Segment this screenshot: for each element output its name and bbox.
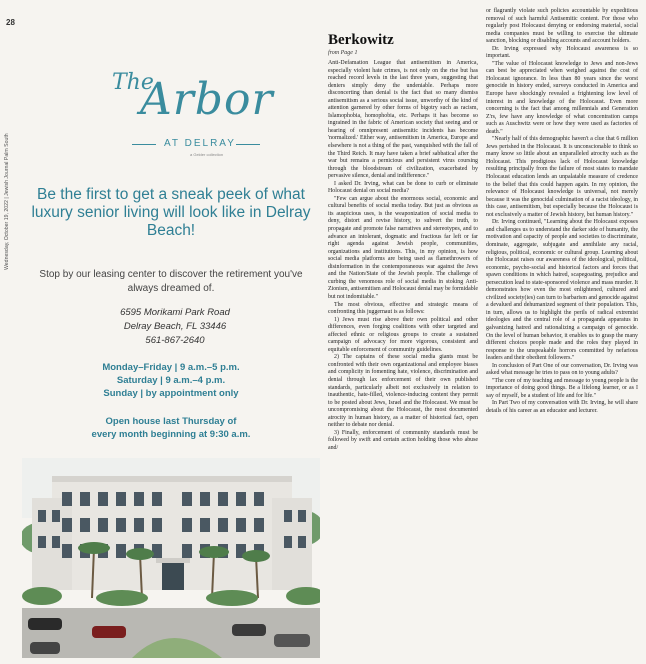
- logo-the: The: [112, 70, 154, 95]
- article: [320, 8, 642, 660]
- paragraph: 1) Jews must rise above their own political and other differences, even forging coalitions with other targeted and affected ethnic or religious groups to create a sustained campaign of advocacy for more vigorous, consistent and equitable enforcement of community guidelines.: [328, 316, 478, 353]
- ad-open-house: [30, 415, 312, 441]
- article-continued-from: from Page 1: [328, 50, 358, 56]
- arbor-logo: [112, 60, 274, 170]
- open-house-line1: Open house last Thursday of: [105, 416, 237, 427]
- logo-at-delray: AT DELRAY: [164, 138, 236, 149]
- paragraph: Dr. Irving continued, "Learning about the Holocaust exposes and challenges us to understand the darker side of humanity, the motivation and capacity of people and societies to discriminate, dominate, aggregate, subjugate and annihilate any racial, religious, political, economic or cultural group. Learning about the Holocaust raises our awareness of the ideological, political, economic, psycho-social and historical factors and forces that spawn conditions in which hatred, scapegoating, prejudice and persecution lead to state-sponsored violence and mass murder. It demonstrates how even the most enlightened, cultured and civilized society(ies) can turn to barbarism and genocide against a devalued and dehumanized segment of their population. This, in turn, allows us to highlight the perils of radical extremist ideologies and the central role of a propaganda apparatus in galvanizing hatred and rationalizing a campaign of genocide. On the level of human behavior, it enables us to grasp the many different choices people made and the roles they played in response to the unspeakable horrors committed by nefarious leaders and their obedient followers.": [486, 219, 638, 362]
- ad-hours: [30, 361, 312, 400]
- paragraph: Anti-Defamation League that antisemitism in America, especially violent hate crimes, is not only on the rise but has reached record levels in the last three years, suggesting that deniers simply deny the undeniable. Perhaps more disconcerting than denial is the fact that so many dismiss antisemitism as a serious social issue, unworthy of the kind of attention garnered by other forms of bigotry such as racism, Islamophobia, homophobia, etc. Perhaps it has become so ingrained in the fabric of American society that seeing and or hearing of omnipresent antisemitic incidents has become 'normalized.' Either way, antisemitism in America, Europe and elsewhere is not a thing of the past, vanquished with the fall of the Third Reich. It may have taken a brief sabbatical after the war but remains a pernicious and persistent virus coursing through the bloodstream of civilization, exacerbated by pervasive silence, denial and indifference.": [328, 60, 478, 180]
- paragraph: In conclusion of Part One of our conversation, Dr. Irving was asked what message he tries to pass on to young adults?: [486, 362, 638, 377]
- logo-rule-right: [236, 144, 260, 145]
- ad-intro: Stop by our leasing center to discover the retirement you've always dreamed of.: [39, 269, 303, 294]
- page-number: 28: [6, 18, 15, 27]
- paragraph: 2) The captains of these social media giants must be confronted with their own organizational and employee biases and complicity in fomenting hate, violence, discrimination and denial through lax enforcement of their own published standards, particularly albeit not exclusively in relation to inauthentic, hate-filled, violence-inducing content they permit to be posted about Jews, Israel and the Holocaust. We must be uncompromising about the Holocaust, the most documented atrocity in human history, as a matter of historical fact, open neither to debate nor denial.: [328, 354, 478, 429]
- building-rendering: [22, 458, 320, 658]
- paragraph: Dr. Irving expressed why Holocaust awareness is so important.: [486, 45, 638, 60]
- paragraph: I asked Dr. Irving, what can be done to curb or eliminate Holocaust denial on social media?: [328, 180, 478, 195]
- running-head: Wednesday, October 19, 2022 | Jewish Journal Palm South: [4, 133, 10, 270]
- address-city: Delray Beach, FL 33446: [123, 321, 227, 332]
- hours-saturday: Saturday | 9 a.m.–4 p.m.: [116, 375, 226, 386]
- address-phone: 561-867-2640: [145, 335, 205, 346]
- open-house-line2: every month beginning at 9:30 a.m.: [91, 429, 251, 440]
- logo-rule-left: [132, 144, 156, 145]
- hours-weekday: Monday–Friday | 9 a.m.–5 p.m.: [102, 362, 240, 373]
- article-title: Berkowitz: [328, 32, 394, 48]
- paragraph: "Few can argue about the enormous social, economic and cultural benefits of social media today. But just as obvious as its auspicious uses, is the weaponization of social media to deny, distort and revise history, to subvert the truth, to propagate and promote false narratives and stereotypes, and to advance an intolerant, dogmatic and fractious far left or far right agenda against Jewish people, communities, organizations and institutions. This, in my opinion, is how social media platforms are being used as flamethrowers of disinformation in the contemporaneous war against the Jews and the Nation/State of the Jewish people. The challenge of curbing the venomous role of social media in stoking Anti-Zionism, antisemitism and Holocaust denial may be formidable but not indomitable.": [328, 195, 478, 300]
- paragraph: "Nearly half of this demographic haven't a clue that 6 million Jews perished in the Holocaust. It is unconscionable to think so many know so little about an unparalleled atrocity such as the Holocaust. This prodigious lack of Holocaust knowledge resulting principally from the failure of most states to mandate Holocaust education lends an unpalatable measure of credence to the belief that this could happen again. In my opinion, the relevance of Holocaust knowledge is universal, not merely because it was the genocidal culmination of a racist ideology, in this case, antisemitism, but especially because the Holocaust is not exclusively a matter of Jewish history, but human history.": [486, 136, 638, 218]
- article-column-1: [328, 60, 478, 452]
- building-illustration: [22, 458, 320, 658]
- paragraph: In Part Two of my conversation with Dr. Irving, he will share details of his career as an educator and lecturer.: [486, 400, 638, 414]
- logo-arbor: Arbor: [140, 74, 274, 125]
- paragraph: "The value of Holocaust knowledge to Jews and non-Jews can best be appreciated when weighed against the cost of Holocaust ignorance. In less than 80 years since the worst genocide in history ended, surveys conducted in America and Europe have shockingly revealed a frightening low level of interest in and knowledge of the Holocaust. Even more concerning is the fact that among millennials and Generation Z'rs, few have any knowledge of what concentration camps such as Auschwitz were or how they were used as factories of death.": [486, 60, 638, 135]
- paragraph: 3) Finally, enforcement of community standards must be followed by swift and certain action holding those who abuse and/: [328, 429, 478, 451]
- hours-sunday: Sunday | by appointment only: [103, 388, 239, 399]
- paragraph: The most obvious, effective and strategic means of confronting this juggernaut is as follows:: [328, 301, 478, 316]
- paragraph: "The core of my teaching and message to young people is the importance of doing good things. Be a lifelong learner, or as I say of myself, be a student of life and for life.": [486, 377, 638, 399]
- article-column-2: [486, 8, 638, 416]
- ad-address: [42, 306, 308, 348]
- paragraph: or flagrantly violate such policies accountable by expeditious removal of such harmful Antisemitic content. For those who regularly post Holocaust denying or endorsing material, social media companies must be willing to exercise the ultimate sanction, blocking or disabling accounts and account holders.: [486, 8, 638, 45]
- address-street: 6595 Morikami Park Road: [120, 307, 230, 318]
- ad-headline: Be the first to get a sneak peek of what luxury senior living will look like in Delray Beach!: [31, 186, 311, 239]
- logo-collection: a Gelder collection: [190, 152, 224, 157]
